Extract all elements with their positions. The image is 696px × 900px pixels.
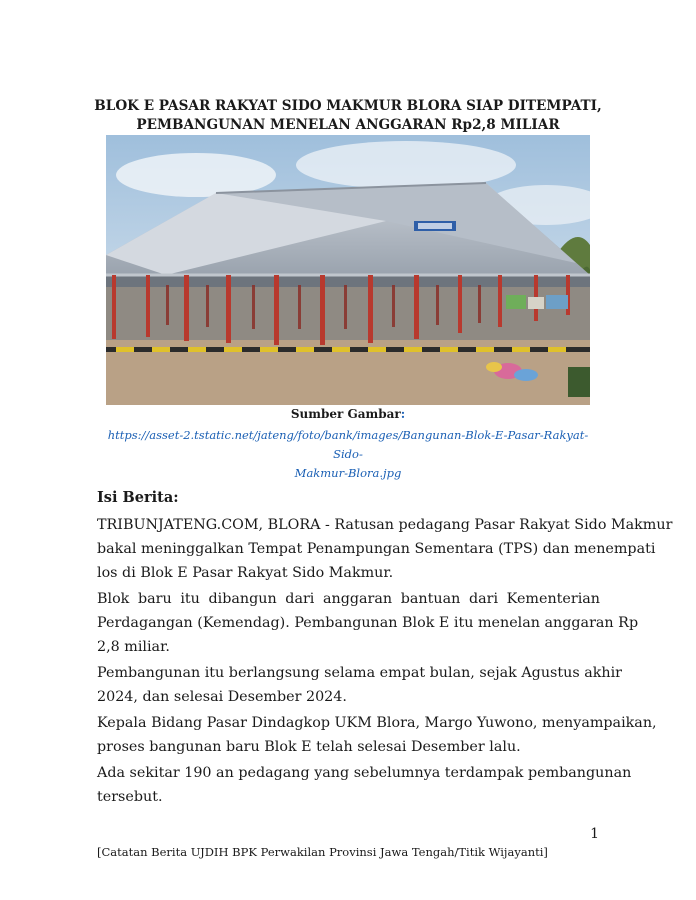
page-number: 1: [590, 826, 599, 842]
article-paragraph: [97, 661, 623, 709]
article-paragraph: [97, 587, 639, 659]
paragraph-line: Ada sekitar 190 an pedagang yang sebelumnya terdampak pembangunan: [97, 765, 632, 781]
section-heading-isi-berita: Isi Berita:: [97, 489, 179, 506]
paragraph-line: Pembangunan itu berlangsung selama empat bulan, sejak Agustus akhir: [97, 665, 623, 681]
image-source-link[interactable]: [104, 426, 592, 483]
article-title: [60, 97, 636, 135]
image-source-url-line-1[interactable]: https://asset-2.tstatic.net/jateng/foto/bank/images/Bangunan-Blok-E-Pasar-Rakyat-Sido-: [107, 428, 589, 461]
paragraph-line: Perdagangan (Kemendag). Pembangunan Blok E itu menelan anggaran Rp: [97, 615, 639, 631]
image-source-label-text: Sumber Gambar: [290, 407, 401, 421]
paragraph-line: los di Blok E Pasar Rakyat Sido Makmur.: [97, 565, 394, 581]
footer-note: [Catatan Berita UJDIH BPK Perwakilan Provinsi Jawa Tengah/Titik Wijayanti]: [97, 845, 548, 859]
article-title-line-1: BLOK E PASAR RAKYAT SIDO MAKMUR BLORA SIAP DITEMPATI,: [94, 98, 602, 114]
paragraph-line: TRIBUNJATENG.COM, BLORA - Ratusan pedagang Pasar Rakyat Sido Makmur: [97, 517, 673, 533]
paragraph-line: Kepala Bidang Pasar Dindagkop UKM Blora, Margo Yuwono, menyampaikan,: [97, 715, 657, 731]
market-building-photo: [106, 135, 590, 405]
image-source-colon: :: [400, 407, 406, 421]
article-paragraph: [97, 513, 673, 585]
paragraph-line: tersebut.: [97, 789, 163, 805]
image-source-url-line-2[interactable]: Makmur-Blora.jpg: [294, 466, 402, 480]
article-title-line-2: PEMBANGUNAN MENELAN ANGGARAN Rp2,8 MILIAR: [136, 117, 560, 133]
paragraph-line: bakal meninggalkan Tempat Penampungan Sementara (TPS) dan menempati: [97, 541, 656, 557]
image-source-label: [0, 405, 696, 423]
article-body: [97, 513, 673, 811]
paragraph-line: proses bangunan baru Blok E telah selesai Desember lalu.: [97, 739, 521, 755]
paragraph-line: 2,8 miliar.: [97, 639, 170, 655]
paragraph-line: 2024, dan selesai Desember 2024.: [97, 689, 347, 705]
paragraph-line: Blok baru itu dibangun dari anggaran bantuan dari Kementerian: [97, 591, 600, 607]
article-paragraph: [97, 711, 657, 759]
article-paragraph: [97, 761, 632, 809]
